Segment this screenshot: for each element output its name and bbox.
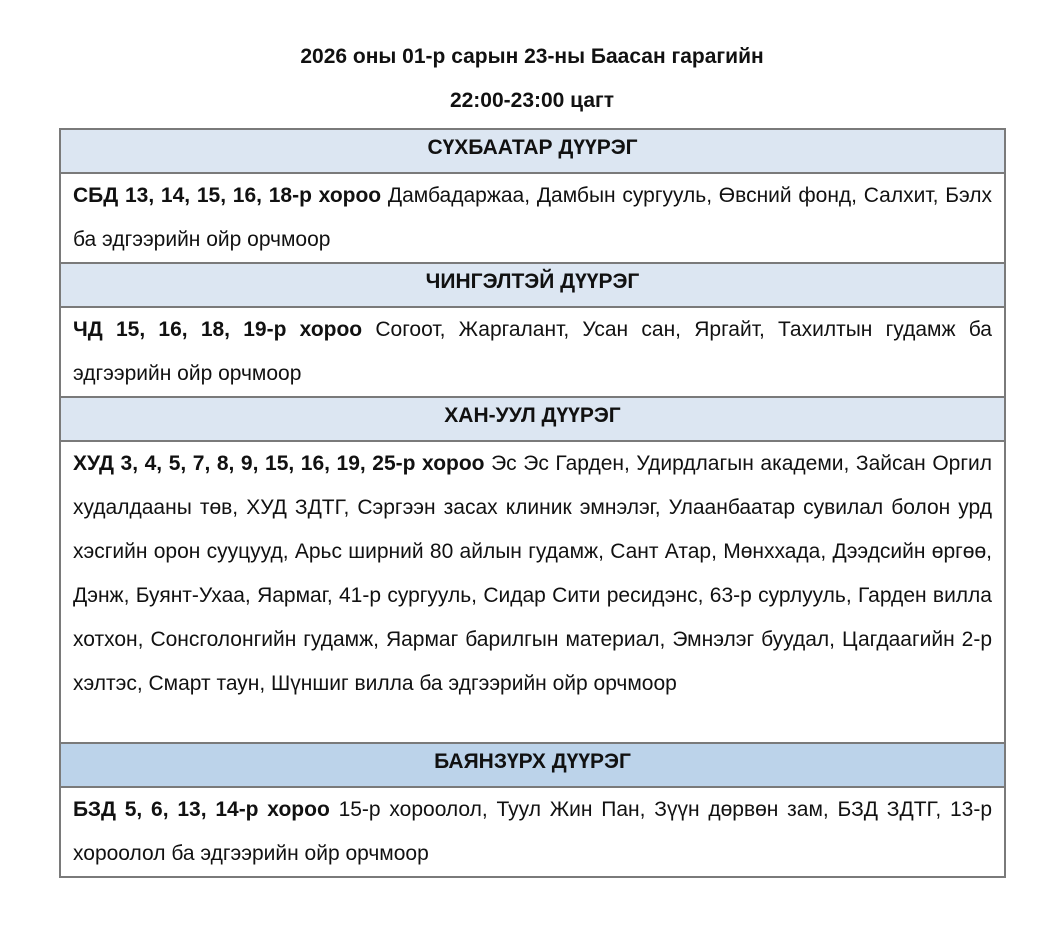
document-title-time: 22:00-23:00 цагт bbox=[449, 89, 615, 112]
khoroo-list: БЗД 5, 6, 13, 14-р хороо bbox=[73, 798, 330, 821]
district-body-row bbox=[60, 307, 1005, 397]
area-list: Дамбадаржаа, Дамбын сургууль, Өвсний фонд, Салхит, Бэлх ба эдгээрийн ойр орчмоор bbox=[73, 184, 992, 251]
district-header-row bbox=[60, 397, 1005, 441]
district-name: СҮХБААТАР ДҮҮРЭГ bbox=[60, 129, 1005, 173]
area-list: Эс Эс Гарден, Удирдлагын академи, Зайсан Оргил худалдааны төв, ХУД ЗДТГ, Сэргээн засах клиник эмнэлэг, Улаанбаатар сувилал болон урд хэсгийн орон сууцууд, Арьс ширний 80 айлын гудамж, Сант Атар, Мөнххада, Дээдсийн өргөө, Дэнж, Буянт-Ухаа, Яармаг, 41-р сургууль, Сидар Сити ресидэнс, 63-р сурлууль, Гарден вилла хотхон, Сонсголонгийн гудамж, Яармаг барилгын материал, Эмнэлэг буудал, Цагдаагийн 2-р хэлтэс, Смарт таун, Шүншиг вилла ба эдгээрийн ойр орчмоор bbox=[73, 452, 992, 695]
document-title-date: 2026 оны 01-р сарын 23-ны Баасан гарагийн bbox=[300, 45, 764, 68]
district-header-row bbox=[60, 129, 1005, 173]
khoroo-list: ЧД 15, 16, 18, 19-р хороо bbox=[73, 318, 363, 341]
district-body-row bbox=[60, 787, 1005, 877]
district-name: БАЯНЗҮРХ ДҮҮРЭГ bbox=[60, 743, 1005, 787]
district-header-row bbox=[60, 263, 1005, 307]
district-areas-cell bbox=[60, 787, 1005, 877]
khoroo-list: СБД 13, 14, 15, 16, 18-р хороо bbox=[73, 184, 382, 207]
district-areas-cell bbox=[60, 307, 1005, 397]
area-list: Согоот, Жаргалант, Усан сан, Яргайт, Тахилтын гудамж ба эдгээрийн ойр орчмоор bbox=[73, 318, 992, 385]
district-name: ЧИНГЭЛТЭЙ ДҮҮРЭГ bbox=[60, 263, 1005, 307]
outage-schedule-table bbox=[59, 128, 1006, 878]
area-list: 15-р хороолол, Туул Жин Пан, Зүүн дөрвөн зам, БЗД ЗДТГ, 13-р хороолол ба эдгээрийн ойр орчмоор bbox=[73, 798, 992, 865]
khoroo-list: ХУД 3, 4, 5, 7, 8, 9, 15, 16, 19, 25-р хороо bbox=[73, 452, 485, 475]
district-body-row bbox=[60, 441, 1005, 743]
district-body-row bbox=[60, 173, 1005, 263]
district-header-row bbox=[60, 743, 1005, 787]
district-areas-cell bbox=[60, 441, 1005, 743]
district-name: ХАН-УУЛ ДҮҮРЭГ bbox=[60, 397, 1005, 441]
district-areas-cell bbox=[60, 173, 1005, 263]
